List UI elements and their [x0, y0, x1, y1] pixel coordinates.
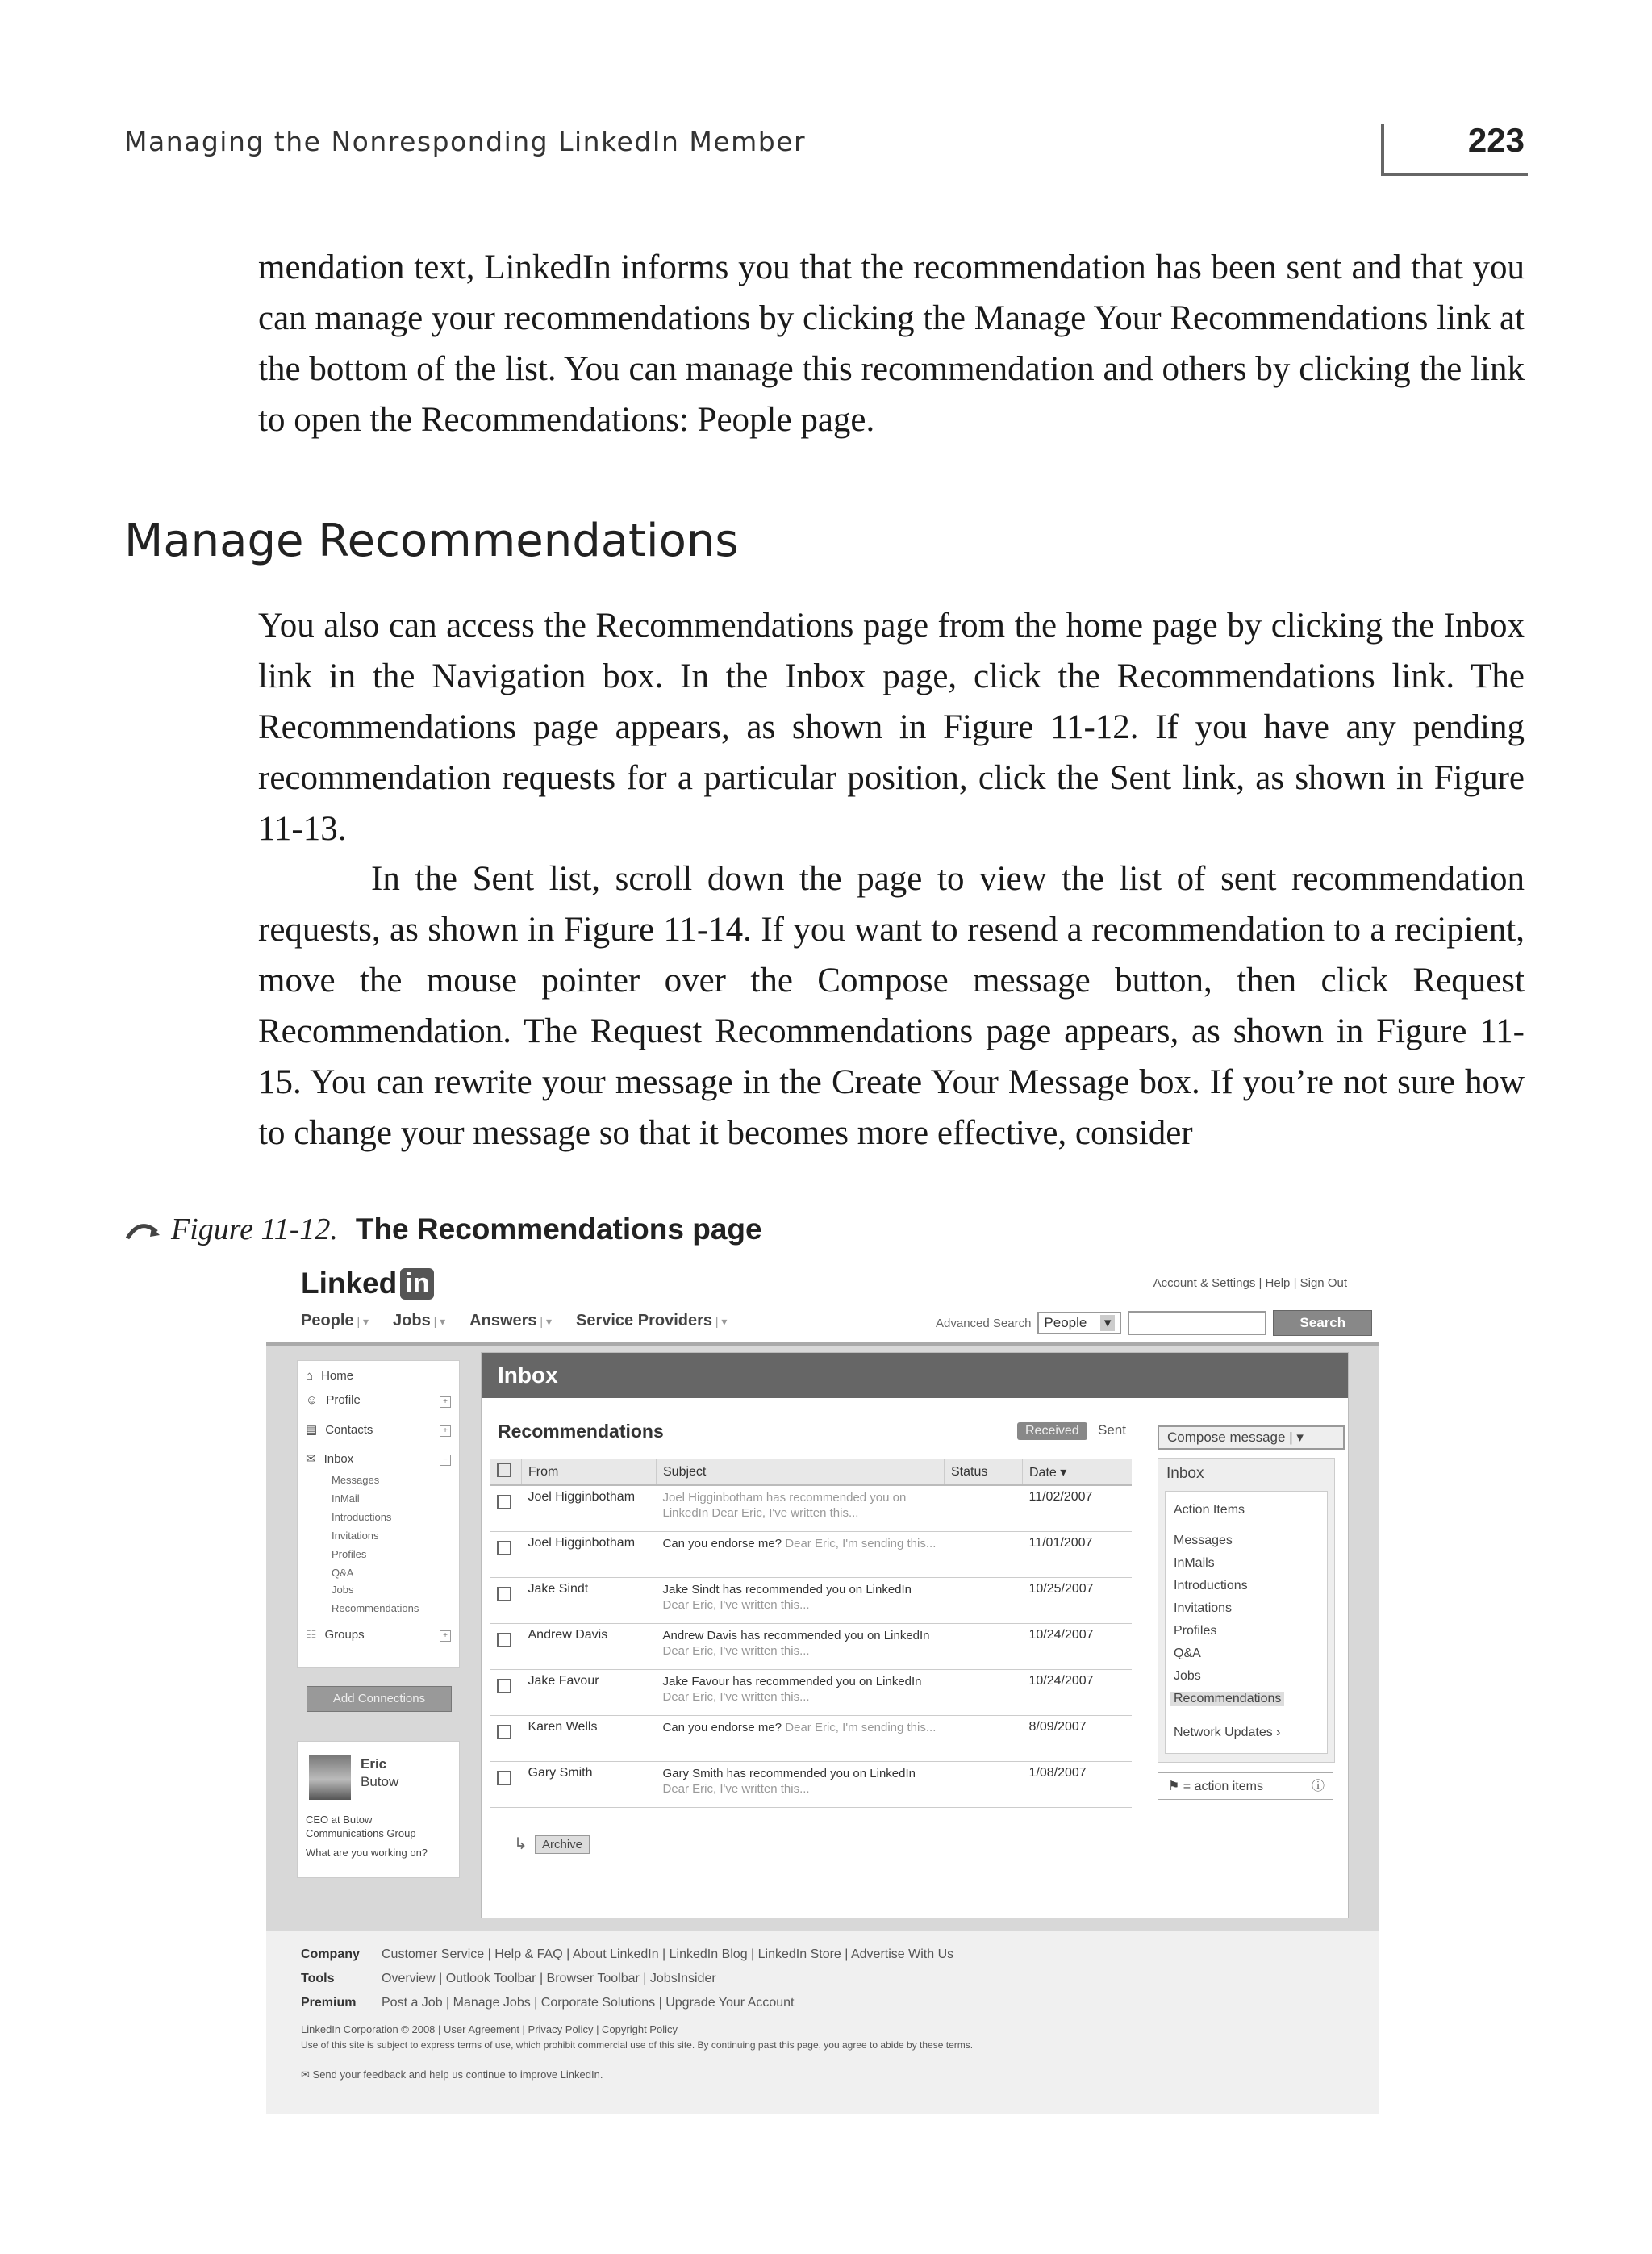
sidebar-item-messages[interactable]: Messages: [1174, 1534, 1233, 1547]
action-items-label: = action items: [1183, 1780, 1263, 1793]
account-links[interactable]: Account & Settings | Help | Sign Out: [1153, 1276, 1347, 1290]
tab-sent[interactable]: Sent: [1098, 1422, 1126, 1438]
profile-last-name[interactable]: Butow: [361, 1774, 399, 1789]
nav-sub-introductions[interactable]: Introductions: [332, 1511, 392, 1523]
help-icon[interactable]: ⓘ: [1311, 1780, 1325, 1793]
figure-title: The Recommendations page: [355, 1213, 762, 1246]
table-row[interactable]: [490, 1532, 1133, 1578]
search-type-value: People: [1044, 1315, 1087, 1330]
nav-groups[interactable]: [306, 1627, 365, 1642]
message-date: 10/25/2007: [1023, 1578, 1133, 1624]
network-updates-link[interactable]: Network Updates ›: [1174, 1726, 1281, 1739]
message-date: 10/24/2007: [1023, 1624, 1133, 1670]
sidebar-item-action-items[interactable]: Action Items: [1174, 1503, 1245, 1517]
search-bar: [936, 1310, 1372, 1336]
inbox-sidebar: [1158, 1458, 1335, 1763]
running-head: Managing the Nonresponding LinkedIn Member: [124, 126, 807, 157]
message-date: 8/09/2007: [1023, 1716, 1133, 1762]
figure-caption: [124, 1212, 762, 1247]
message-subject: Andrew Davis has recommended you on LinkedIn: [662, 1629, 930, 1642]
nav-profile-label: Profile: [326, 1393, 361, 1407]
nav-sub-recommendations[interactable]: Recommendations: [332, 1602, 419, 1614]
message-preview: Dear Eric, I've written this...: [662, 1782, 810, 1796]
sidebar-item-profiles[interactable]: Profiles: [1174, 1624, 1217, 1638]
row-checkbox[interactable]: [497, 1541, 511, 1555]
message-from[interactable]: Joel Higginbotham: [522, 1485, 657, 1532]
table-row[interactable]: [490, 1762, 1133, 1808]
sidebar-item-qa[interactable]: Q&A: [1174, 1647, 1201, 1660]
search-type-select[interactable]: [1037, 1312, 1121, 1334]
nav-contacts-label: Contacts: [325, 1422, 373, 1437]
col-date-label: Date: [1029, 1465, 1057, 1480]
nav-profile[interactable]: [306, 1393, 361, 1407]
curved-arrow-icon: [124, 1217, 163, 1242]
col-from[interactable]: From: [522, 1459, 657, 1485]
page-number: 223: [1467, 121, 1525, 159]
linkedin-screenshot: [266, 1258, 1379, 2114]
nav-home-label: Home: [321, 1369, 354, 1383]
messages-table: [490, 1459, 1132, 1808]
footer-tools-row: [301, 1972, 716, 1986]
profile-card: [297, 1741, 460, 1878]
footer-legal[interactable]: LinkedIn Corporation © 2008 | User Agreement | Privacy Policy | Copyright Policy: [301, 2023, 678, 2035]
sidebar-item-invitations[interactable]: Invitations: [1174, 1601, 1233, 1615]
nav-contacts[interactable]: [306, 1422, 373, 1437]
message-preview: Dear Eric, I'm sending this...: [785, 1537, 937, 1551]
message-from[interactable]: Jake Favour: [522, 1670, 657, 1716]
row-checkbox[interactable]: [497, 1495, 511, 1509]
message-date: 11/02/2007: [1023, 1485, 1133, 1532]
message-preview: Dear Eric, I've written this...: [662, 1644, 810, 1658]
section-heading: Manage Recommendations: [124, 515, 739, 567]
row-checkbox[interactable]: [497, 1587, 511, 1601]
profile-first-name[interactable]: Eric: [361, 1756, 387, 1772]
recommendations-heading: Recommendations: [498, 1421, 664, 1442]
advanced-search-link[interactable]: Advanced Search: [936, 1316, 1032, 1330]
footer-feedback[interactable]: [301, 2068, 603, 2081]
nav-sub-qa[interactable]: Q&A: [332, 1567, 354, 1579]
profile-expand-icon[interactable]: +: [440, 1396, 451, 1408]
row-checkbox[interactable]: [497, 1633, 511, 1647]
inbox-icon: ✉: [306, 1452, 316, 1466]
profile-headline: CEO at Butow Communications Group: [306, 1814, 416, 1839]
message-from[interactable]: Joel Higginbotham: [522, 1532, 657, 1578]
message-date: 1/08/2007: [1023, 1762, 1133, 1808]
table-row[interactable]: [490, 1716, 1133, 1762]
table-row[interactable]: [490, 1670, 1133, 1716]
nav-sub-profiles[interactable]: Profiles: [332, 1548, 367, 1560]
groups-icon: ☷: [306, 1628, 317, 1642]
message-subject: Can you endorse me?: [662, 1537, 782, 1551]
message-date: 11/01/2007: [1023, 1532, 1133, 1578]
row-checkbox[interactable]: [497, 1679, 511, 1693]
footer-tools-links[interactable]: Overview | Outlook Toolbar | Browser Toolbar | JobsInsider: [382, 1972, 716, 1985]
archive-button[interactable]: Archive: [535, 1835, 590, 1854]
message-date: 10/24/2007: [1023, 1670, 1133, 1716]
compose-message-button[interactable]: [1158, 1425, 1345, 1450]
paragraph-1: mendation text, LinkedIn informs you that the recommendation has been sent and that you can manage your recommendations by clicking the Manage Your Recommendations link at the bottom of the list. You can manage this recommendation and others by clicking the link to open the Recommendations: People page.: [258, 248, 1525, 439]
message-subject: Can you endorse me?: [662, 1721, 782, 1734]
inbox-collapse-icon[interactable]: −: [440, 1455, 451, 1466]
message-subject: Jake Favour has recommended you on LinkedIn: [662, 1675, 922, 1688]
nav-home[interactable]: [306, 1369, 353, 1383]
footer-tools-label: Tools: [301, 1972, 335, 1985]
nav-answers[interactable]: Answers | ▾: [469, 1312, 552, 1330]
message-subject: Jake Sindt has recommended you on LinkedIn: [662, 1583, 912, 1597]
table-row[interactable]: [490, 1578, 1133, 1624]
left-navigation-lower: [297, 1582, 460, 1668]
paragraph-2: You also can access the Recommendations page from the home page by clicking the Inbox link in the Navigation box. In the Inbox page, click the Recommendations link. The Recommendations page appears, as shown in Figure 11-12. If you have any pending recommendation requests for a particular position, click the Sent link, as shown in Figure 11-13.: [258, 607, 1525, 848]
message-subject: Gary Smith has recommended you on LinkedIn: [662, 1767, 916, 1780]
footer-premium-label: Premium: [301, 1996, 357, 2010]
table-row[interactable]: [490, 1624, 1133, 1670]
inbox-panel: [481, 1352, 1349, 1918]
search-input[interactable]: [1128, 1311, 1266, 1335]
message-from[interactable]: Andrew Davis: [522, 1624, 657, 1670]
nav-sub-invitations[interactable]: Invitations: [332, 1530, 379, 1542]
table-header-row: [490, 1459, 1133, 1485]
message-from[interactable]: Jake Sindt: [522, 1578, 657, 1624]
inbox-title: Inbox: [482, 1353, 1348, 1398]
linkedin-logo[interactable]: [301, 1267, 434, 1300]
nav-service-providers[interactable]: Service Providers | ▾: [576, 1312, 727, 1330]
profile-icon: ☺: [306, 1393, 319, 1407]
col-date[interactable]: [1023, 1459, 1133, 1485]
archive-arrow-icon: ↳: [514, 1835, 528, 1853]
avatar[interactable]: [309, 1755, 351, 1800]
nav-inbox[interactable]: [306, 1451, 353, 1466]
nav-people[interactable]: People | ▾: [301, 1312, 369, 1330]
sort-down-icon: ▾: [1060, 1465, 1067, 1480]
message-from[interactable]: Karen Wells: [522, 1716, 657, 1762]
nav-jobs[interactable]: Jobs | ▾: [393, 1312, 445, 1330]
footer-company-links[interactable]: Customer Service | Help & FAQ | About LinkedIn | LinkedIn Blog | LinkedIn Store | Advertise With Us: [382, 1947, 954, 1961]
nav-inbox-label: Inbox: [323, 1451, 354, 1466]
message-preview: Dear Eric, I've written this...: [662, 1690, 810, 1704]
footer-company-row: [301, 1947, 953, 1962]
tab-received[interactable]: Received: [1017, 1422, 1087, 1440]
sidebar-item-jobs[interactable]: Jobs: [1174, 1669, 1201, 1683]
footer-feedback-label: Send your feedback and help us continue to improve LinkedIn.: [312, 2068, 603, 2081]
sidebar-item-recommendations[interactable]: Recommendations: [1170, 1692, 1284, 1706]
col-subject[interactable]: Subject: [657, 1459, 945, 1485]
footer-premium-row: [301, 1996, 794, 2010]
footer-company-label: Company: [301, 1947, 360, 1961]
contacts-expand-icon[interactable]: +: [440, 1425, 451, 1437]
top-nav: [301, 1312, 727, 1330]
footer-premium-links[interactable]: Post a Job | Manage Jobs | Corporate Solutions | Upgrade Your Account: [382, 1996, 795, 2010]
table-row[interactable]: [490, 1485, 1133, 1532]
sidebar-item-introductions[interactable]: Introductions: [1174, 1579, 1248, 1592]
message-preview: Joel Higginbotham has recommended you on LinkedIn Dear Eric, I've written this...: [662, 1491, 907, 1520]
logo-in: in: [400, 1268, 434, 1300]
nav-sub-inmail[interactable]: InMail: [332, 1492, 360, 1505]
add-connections-button[interactable]: Add Connections: [307, 1686, 452, 1712]
row-checkbox[interactable]: [497, 1771, 511, 1785]
left-navigation: [297, 1360, 460, 1584]
inbox-sidebar-title: Inbox: [1166, 1465, 1204, 1482]
action-items-legend: [1158, 1772, 1333, 1800]
chevron-down-icon: | ▾: [1289, 1430, 1304, 1445]
col-status[interactable]: Status: [945, 1459, 1023, 1485]
feedback-icon: ✉: [301, 2068, 310, 2081]
nav-sub-jobs[interactable]: Jobs: [332, 1584, 354, 1596]
site-footer: [266, 1931, 1379, 2114]
message-from[interactable]: Gary Smith: [522, 1762, 657, 1808]
search-button[interactable]: Search: [1273, 1310, 1372, 1336]
nav-sub-messages[interactable]: Messages: [332, 1474, 380, 1486]
flag-icon: ⚑: [1168, 1780, 1180, 1793]
message-preview: Dear Eric, I've written this...: [662, 1598, 810, 1612]
paragraph-3: In the Sent list, scroll down the page to view the list of sent recommendation requests, as shown in Figure 11-14. If you want to resend a recommendation to a recipient, move the mouse pointer over the Compose message button, then click Request Recommendation. The Request Recommendations page appears, as shown in Figure 11-15. You can rewrite your message in the Create Your Message box. If you’re not sure how to change your message so that it becomes more effective, consider: [258, 860, 1525, 1152]
contacts-icon: ▤: [306, 1423, 318, 1437]
logo-text: Linked: [301, 1267, 398, 1300]
footer-terms: Use of this site is subject to express terms of use, which prohibit commercial use of this site. By continuing past this page, you agree to abide by these terms.: [301, 2039, 974, 2051]
select-all-checkbox[interactable]: [497, 1463, 511, 1477]
chevron-down-icon: ▾: [1100, 1315, 1116, 1331]
sidebar-item-inmails[interactable]: InMails: [1174, 1556, 1215, 1570]
message-preview: Dear Eric, I'm sending this...: [785, 1721, 937, 1734]
nav-groups-label: Groups: [324, 1627, 365, 1642]
figure-label: Figure 11-12.: [171, 1213, 338, 1246]
compose-label: Compose message: [1167, 1430, 1286, 1445]
status-prompt[interactable]: What are you working on?: [306, 1847, 428, 1859]
groups-expand-icon[interactable]: +: [440, 1630, 451, 1642]
row-checkbox[interactable]: [497, 1725, 511, 1739]
inbox-sidebar-list: [1165, 1491, 1328, 1754]
home-icon: ⌂: [306, 1369, 314, 1383]
